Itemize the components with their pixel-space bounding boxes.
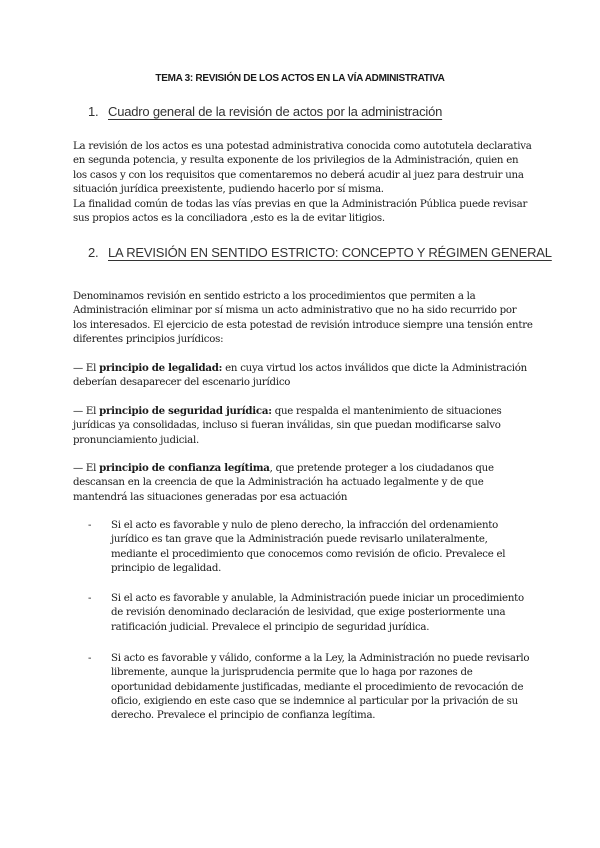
section2-heading-text: LA REVISIÓN EN SENTIDO ESTRICTO: CONCEPTO Y RÉGIMEN GENERAL	[108, 245, 552, 260]
section1-heading	[88, 104, 442, 119]
bullet-dash: -	[88, 593, 92, 604]
section2-intro: Denominamos revisión en sentido estricto a los procedimientos que permiten a la Administración eliminar por sí misma un acto administrativo que no ha sido recurrido por los interesados. El ejercicio de esta potestad de revisión introduce siempre una tensión entre diferentes principios jurídicos:	[73, 291, 533, 345]
bullet-item	[88, 592, 533, 635]
bullet-dash: -	[88, 653, 92, 664]
section1-number: 1.	[88, 104, 99, 119]
bullet-text: Si el acto es favorable y anulable, la Administración puede iniciar un procedimiento de revisión denominado declaración de lesividad, que exige posteriormente una ratificación judicial. Prevalece el principio de seguridad jurídica.	[111, 593, 524, 633]
principle-prefix: — El	[73, 363, 100, 374]
bullet-item	[88, 519, 533, 576]
principle-name: principio de legalidad:	[99, 362, 223, 374]
principle-text: , que pretende proteger a los ciudadanos que descansan en la creencia de que la Administración ha actuado legalmente y de que mantendrá las situaciones generadas por esa actuación	[73, 463, 494, 503]
principle-text: que respalda el mantenimiento de situaciones jurídicas ya consolidadas, incluso si fueran inválidas, sin que puedan modificarse salvo pronunciamiento judicial.	[73, 406, 502, 446]
principle-prefix: — El	[73, 406, 100, 417]
principle-legality	[73, 361, 533, 391]
section2-number: 2.	[88, 245, 99, 260]
principle-prefix: — El	[73, 463, 100, 474]
principle-name: principio de confianza legítima	[99, 462, 270, 474]
section1-paragraph-2: La finalidad común de todas las vías previas en que la Administración Pública puede revisar sus propios actos es la conciliadora ,esto es la de evitar litigios.	[73, 199, 528, 225]
bullet-text: Si acto es favorable y válido, conforme a la Ley, la Administración no puede revisarlo libremente, aunque la jurisprudencia permite que lo haga por razones de oportunidad debidamente justificadas, mediante el procedimiento de revocación de oficio, exigiendo en este caso que se indemnice al particular por la privación de su derecho. Prevalece el principio de confianza legítima.	[111, 653, 530, 722]
document-title: TEMA 3: REVISIÓN DE LOS ACTOS EN LA VÍA ADMINISTRATIVA	[155, 73, 445, 84]
principle-text: en cuya virtud los actos inválidos que dicte la Administración deberían desaparecer del escenario jurídico	[73, 363, 527, 389]
bullet-item	[88, 652, 533, 723]
principle-legal-certainty	[73, 404, 533, 448]
section1-paragraph-1: La revisión de los actos es una potestad administrativa conocida como autotutela declarativa en segunda potencia, y resulta exponente de los privilegios de la Administración, quien en los casos y con los requisitos que comentaremos no deberá acudir al juez para destruir una situación jurídica preexistente, pudiendo hacerlo por sí misma.	[73, 141, 532, 195]
bullet-dash: -	[88, 520, 92, 531]
section2-heading	[88, 245, 552, 260]
bullet-text: Si el acto es favorable y nulo de pleno derecho, la infracción del ordenamiento jurídico es tan grave que la Administración puede revisarlo unilateralmente, mediante el procedimiento que conocemos como revisión de oficio. Prevalece el principio de legalidad.	[111, 520, 506, 574]
principle-legitimate-expectation	[73, 461, 533, 505]
section1-heading-text: Cuadro general de la revisión de actos por la administración	[108, 104, 443, 119]
principle-name: principio de seguridad jurídica:	[99, 405, 272, 417]
